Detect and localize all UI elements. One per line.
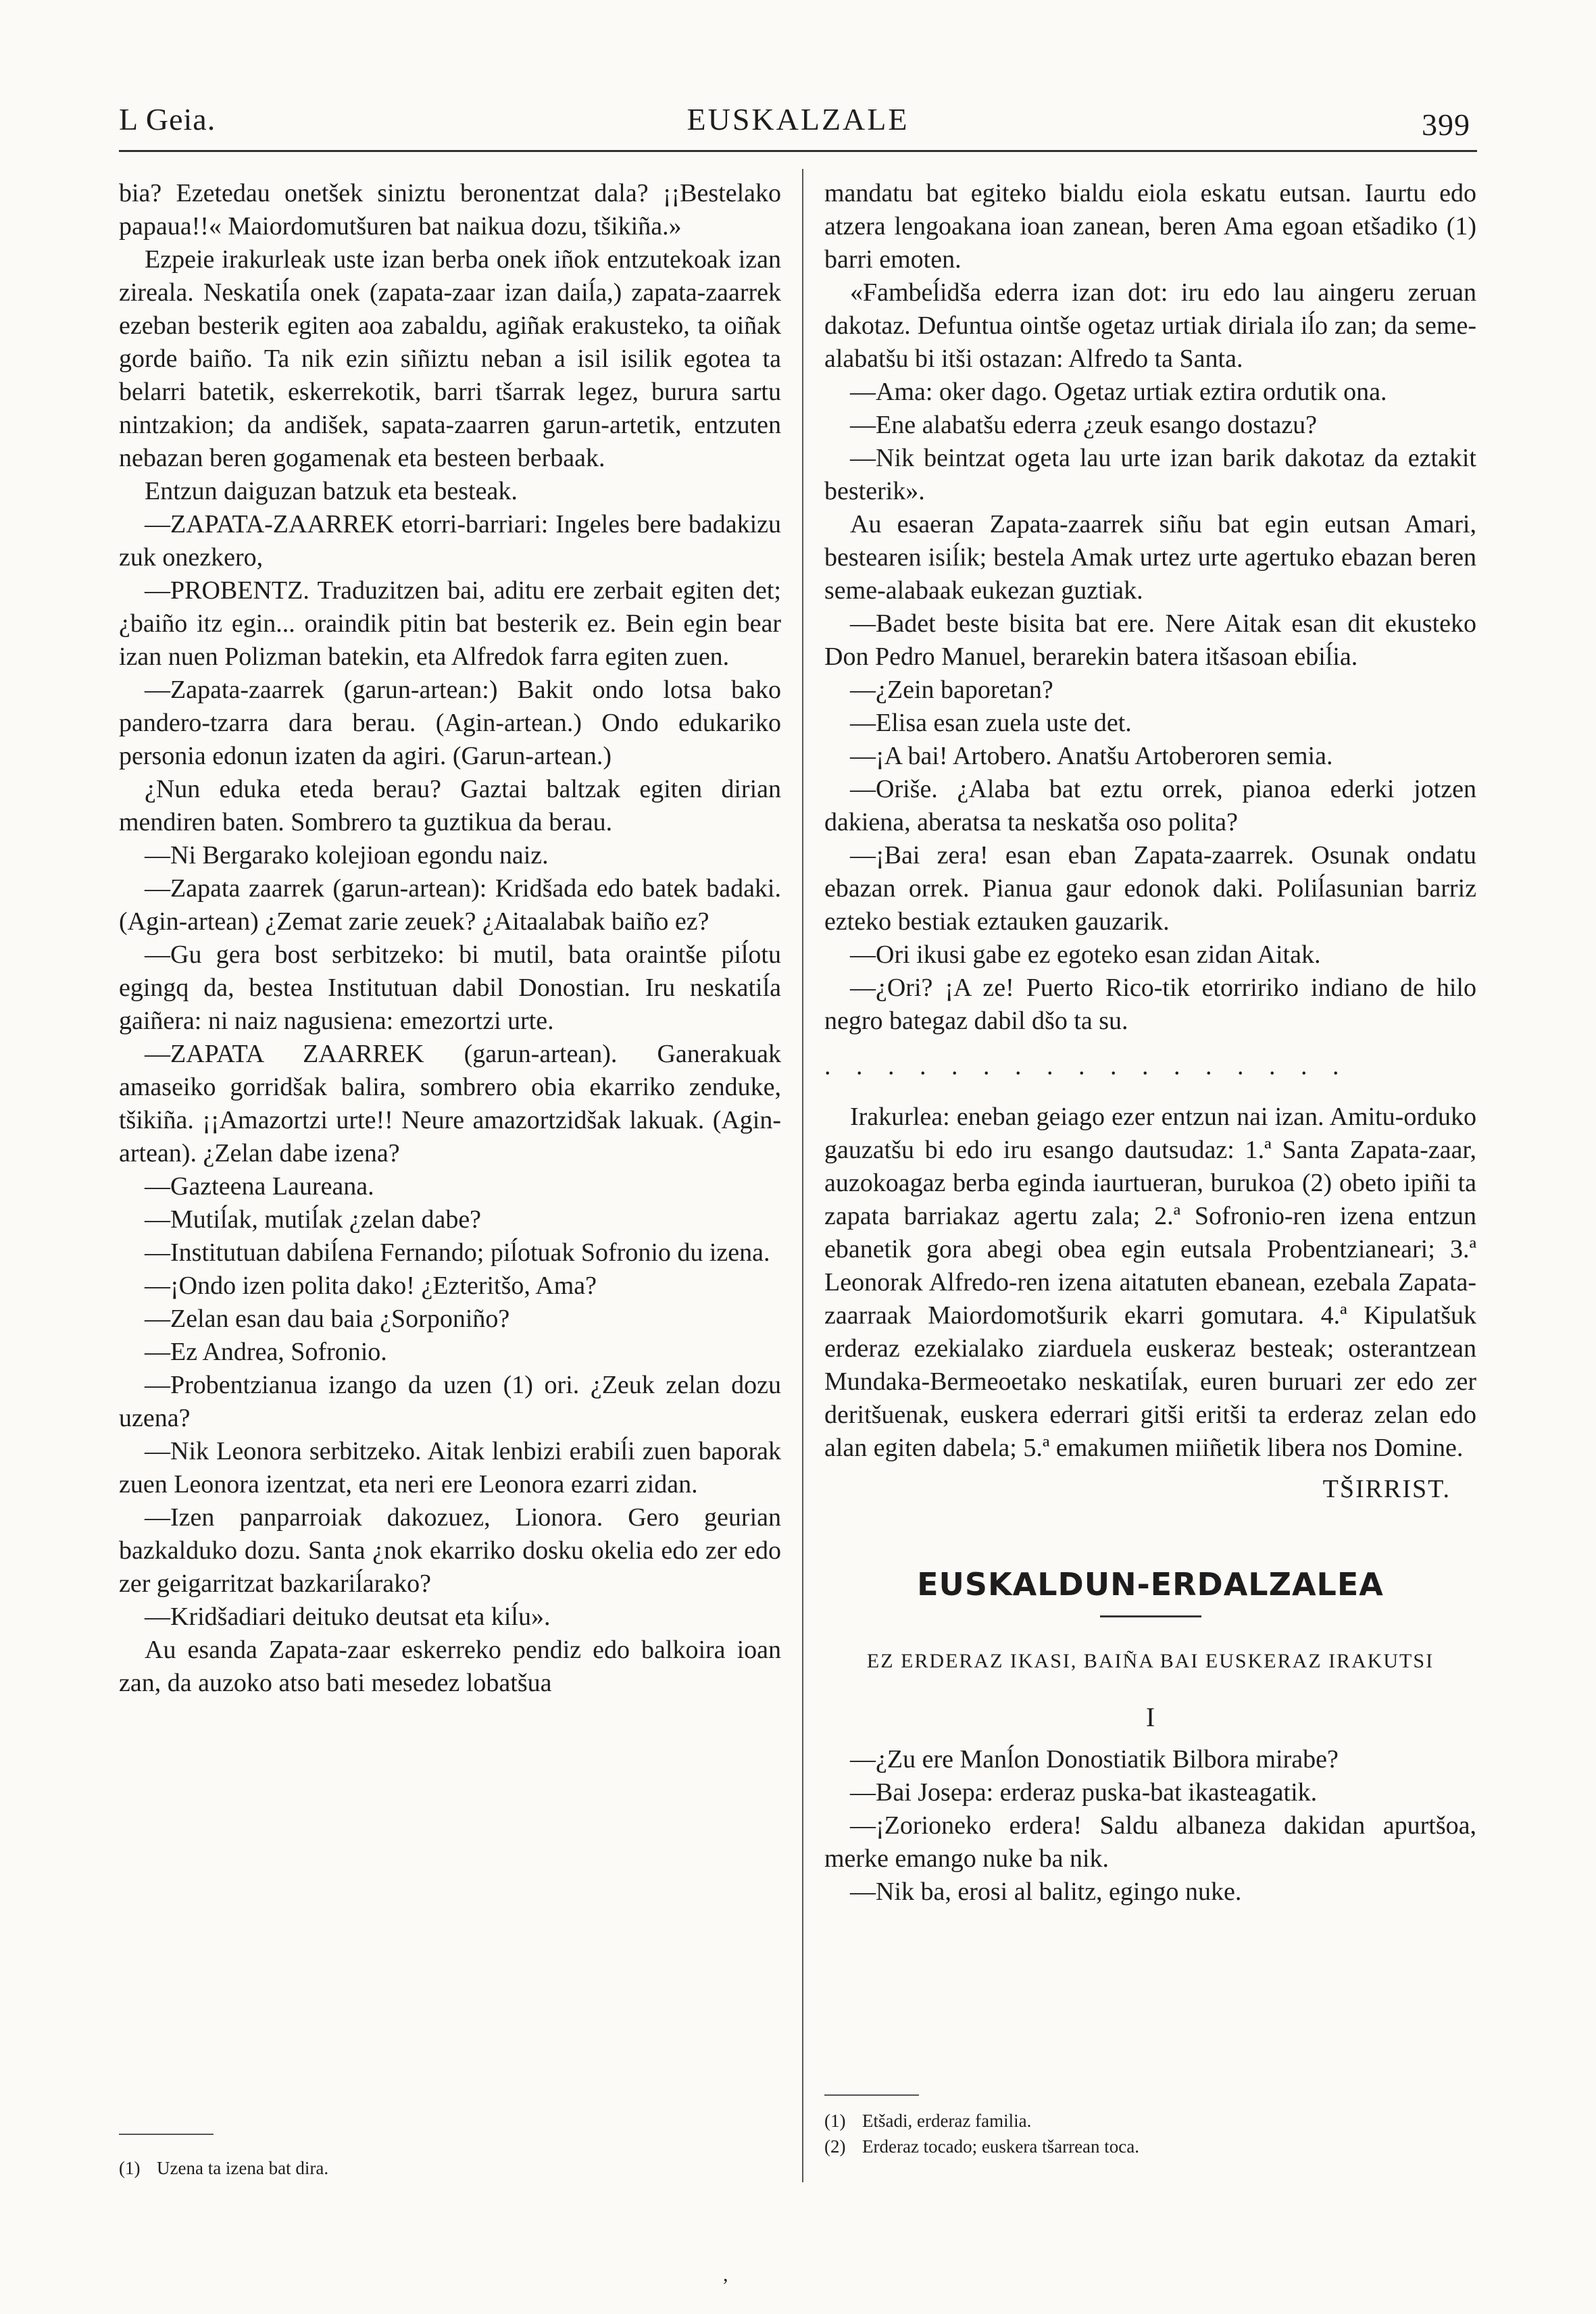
paragraph: —Kridšadiari deituko deutsat eta kiĺu».	[145, 1603, 551, 1631]
paragraph: —Elisa esan zuela uste det.	[850, 709, 1132, 737]
paragraph: —¡Bai zera! esan eban Zapata-zaarrek. Osunak ondatu ebazan orrek. Pianua gaur edonok daki. Poliĺasunian barriz ezteko bestiak eztauken gauzarik.	[824, 841, 1476, 936]
footnote-number: (1)	[824, 2111, 846, 2131]
paragraph: Ezpeie irakurleak uste izan berba onek iñok entzutekoak izan zireala. Neskatiĺa onek (zapata-zaar izan daiĺa,) zapata-zaarrek ezeban besterik egiten aoa zabaldu, agiñak erakusteko, ta oiñak gorde baiño. Ta nik ezin siñiztu neban a isil isilik egotea ta belarri batetik, eskerrekotik, barri tšarrak legez, burura sartu nintzakion; da andišek, sapata-zaarren garun-artetik, entzuten nebazan beren gogamenak eta besteen berbaak.	[119, 245, 781, 472]
footnote	[119, 2155, 768, 2181]
paragraph: —¿Ori? ¡A ze! Puerto Rico-tik etorririko indiano de hilo negro bategaz dabil dšo ta su.	[824, 974, 1476, 1035]
footnote-text: Erderaz tocado; euskera tšarrean toca.	[862, 2136, 1140, 2157]
footnote-text: Uzena ta izena bat dira.	[157, 2158, 329, 2178]
footnote	[824, 2108, 1476, 2134]
right-column-text	[824, 177, 1476, 1038]
section-separator-dots: . . . . . . . . . . . . . . . . .	[824, 1052, 1349, 1080]
paragraph: —PROBENTZ. Traduzitzen bai, aditu ere zerbait egiten det; ¿baiño itz egin... oraindik pitin bat besterik ez. Bein egin bear izan nuen Polizman batekin, eta Alfredok farra egiten zuen.	[119, 576, 781, 671]
paragraph: —Mutiĺak, mutiĺak ¿zelan dabe?	[145, 1205, 482, 1234]
paragraph: —¿Zu ere Manĺon Donostiatik Bilbora mirabe?	[850, 1745, 1339, 1774]
paragraph: —Ama: oker dago. Ogetaz urtiak eztira ordutik ona.	[850, 378, 1387, 406]
paragraph: ¿Nun eduka eteda berau? Gaztai baltzak egiten dirian mendiren baten. Sombrero ta guztikua da berau.	[119, 775, 781, 836]
paragraph: —Nik Leonora serbitzeko. Aitak lenbizi erabiĺi zuen baporak zuen Leonora izentzat, eta neri ere Leonora ezarri zidan.	[119, 1437, 781, 1499]
paragraph: —Zelan esan dau baia ¿Sorponiño?	[145, 1305, 510, 1333]
section-rule	[1100, 1615, 1201, 1617]
paragraph: Au esaeran Zapata-zaarrek siñu bat egin eutsan Amari, bestearen isiĺik; bestela Amak urtez urte agertuko ebazan beren seme-alabaak eukezan guztiak.	[824, 510, 1476, 605]
paragraph: Entzun daiguzan batzuk eta besteak.	[145, 477, 518, 505]
page-number: 399	[1422, 107, 1470, 142]
left-column-text	[119, 177, 781, 1700]
header-rule	[119, 150, 1477, 152]
paragraph: Au esanda Zapata-zaar eskerreko pendiz edo balkoira ioan zan, da auzoko atso bati mesedez lobatšua	[119, 1636, 781, 1697]
section-title: EUSKALDUN-ERDALZALEA	[917, 1566, 1384, 1603]
paragraph: —¡Zorioneko erdera! Saldu albaneza dakidan apurtšoa, merke emango nuke ba nik.	[824, 1811, 1476, 1873]
footnote-number: (2)	[824, 2136, 846, 2157]
paragraph: —Ni Bergarako kolejioan egondu naiz.	[145, 841, 549, 870]
paragraph: —Bai Josepa: erderaz puska-bat ikasteagatik.	[850, 1778, 1318, 1807]
paragraph: —Nik ba, erosi al balitz, egingo nuke.	[850, 1878, 1242, 1906]
paragraph: —Ene alabatšu ederra ¿zeuk esango dostazu?	[850, 411, 1318, 439]
footnote-number: (1)	[119, 2158, 141, 2178]
paragraph: —¡Ondo izen polita dako! ¿Ezteritšo, Ama?	[145, 1272, 597, 1300]
paragraph: —Badet beste bisita bat ere. Nere Aitak esan dit ekusteko Don Pedro Manuel, berarekin batera itšasoan ebiĺia.	[824, 609, 1476, 671]
closing-paragraph	[824, 1101, 1476, 1465]
footnote-rule-left	[119, 2134, 214, 2135]
section-number: I	[1145, 1702, 1155, 1732]
paragraph: —¡A bai! Artobero. Anatšu Artoberoren semia.	[850, 742, 1333, 770]
paragraph: —Zapata zaarrek (garun-artean): Kridšada edo batek badaki. (Agin-artean) ¿Zemat zarie zeuek? ¿Aitaalabak baiño ez?	[119, 874, 781, 936]
paragraph: —¿Zein baporetan?	[850, 676, 1053, 704]
paragraph: —Nik beintzat ogeta lau urte izan barik dakotaz da eztakit besterik».	[824, 444, 1476, 505]
author-signature: TŠIRRIST.	[1322, 1475, 1451, 1503]
right-column	[824, 177, 1476, 1909]
left-column	[119, 177, 781, 1700]
footnote	[824, 2134, 1476, 2159]
section-dialogue	[824, 1743, 1476, 1909]
paragraph: —ZAPATA-ZAARREK etorri-barriari: Ingeles bere badakizu zuk onezkero,	[119, 510, 781, 572]
paragraph: bia? Ezetedau onetšek siniztu beronentzat dala? ¡¡Bestelako papaua!!« Maiordomutšuren bat naikua dozu, tšikiña.»	[119, 179, 781, 241]
paragraph: «Fambeĺidša ederra izan dot: iru edo lau aingeru zeruan dakotaz. Defuntua ointše ogetaz urtiak diriala iĺo zan; da seme-alabatšu bi itši ostazan: Alfredo ta Santa.	[824, 278, 1476, 373]
header-issue: L Geia.	[119, 102, 216, 136]
paragraph: —ZAPATA ZAARREK (garun-artean). Ganerakuak amaseiko gorridšak balira, sombrero obia ekarriko zenduke, tšikiña. ¡¡Amazortzi urte!! Neure amazortzidšak lakuak. (Agin-artean). ¿Zelan dabe izena?	[119, 1040, 781, 1167]
printer-mark: ,	[723, 2263, 728, 2286]
paragraph: —Gazteena Laureana.	[145, 1172, 374, 1201]
footnote-rule-right	[824, 2094, 919, 2096]
footnotes-right	[824, 2108, 1476, 2159]
footnotes-left	[119, 2155, 768, 2181]
paragraph: —Izen panparroiak dakozuez, Lionora. Gero geurian bazkalduko dozu. Santa ¿nok ekarriko dosku okelia edo zer edo zer geigarritzat bazkariĺarako?	[119, 1503, 781, 1598]
paragraph: mandatu bat egiteko bialdu eiola eskatu eutsan. Iaurtu edo atzera lengoakana ioan zanean, beren Ama egoan etšadiko (1) barri emoten.	[824, 179, 1476, 274]
paragraph: —Zapata-zaarrek (garun-artean:) Bakit ondo lotsa bako pandero-tzarra dara berau. (Agin-artean.) Ondo edukariko personia edonun izaten da agiri. (Garun-artean.)	[119, 676, 781, 770]
paragraph: —Ori ikusi gabe ez egoteko esan zidan Aitak.	[850, 940, 1321, 969]
paragraph: Irakurlea: eneban geiago ezer entzun nai izan. Amitu-orduko gauzatšu bi edo iru esango dautsudaz: 1.ª Santa Zapata-zaar, auzokoagaz berba eginda iaurtueran, burukoa (2) obeto ipiñi ta zapata barriakaz agertu zala; 2.ª Sofronio-ren izena entzun ebanetik gora abegi obea egin eutsala Probentzianeari; 3.ª Leonorak Alfredo-ren izena aitatuten ebanean, ezebala Zapata-zaarraak Maiordomotšurik ekarri gomutara. 4.ª Kipulatšuk erderaz ezekialako ziarduela euskeraz besteak; osterantzean Mundaka-Bermeoetako neskatiĺak, euren buruari zer edo zer deritšuenak, euskera ederrari gitši eritši ta erderaz zelan edo alan egiten dabela; 5.ª emakumen miiñetik libera nos Domine.	[824, 1103, 1476, 1462]
section-subtitle: EZ ERDERAZ IKASI, BAIÑA BAI EUSKERAZ IRAKUTSI	[866, 1650, 1435, 1672]
column-divider	[802, 169, 803, 2182]
running-header	[119, 101, 1477, 149]
paragraph: —Oriše. ¿Alaba bat eztu orrek, pianoa ederki jotzen dakiena, aberatsa ta neskatša oso polita?	[824, 775, 1476, 836]
paragraph: —Gu gera bost serbitzeko: bi mutil, bata oraintše piĺotu egingq da, bestea Institutuan dabil Donostian. Iru neskatiĺa gaiñera: ni naiz nagusiena: emezortzi urte.	[119, 940, 781, 1035]
paragraph: —Probentzianua izango da uzen (1) ori. ¿Zeuk zelan dozu uzena?	[119, 1371, 781, 1432]
footnote-text: Etšadi, erderaz familia.	[862, 2111, 1032, 2131]
paragraph: —Ez Andrea, Sofronio.	[145, 1338, 387, 1366]
paragraph: —Institutuan dabiĺena Fernando; piĺotuak Sofronio du izena.	[145, 1238, 770, 1267]
header-journal-title: EUSKALZALE	[687, 102, 909, 136]
